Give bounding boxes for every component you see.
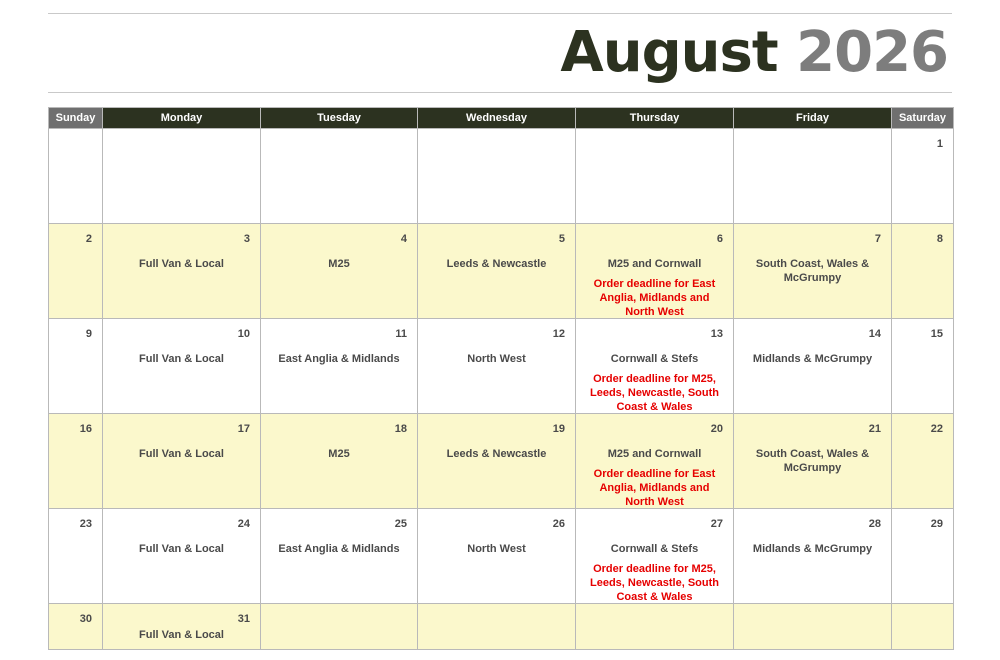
day-number: 5 xyxy=(558,233,565,245)
day-cell[interactable] xyxy=(576,414,734,509)
weekday-header: Thursday xyxy=(576,108,734,129)
day-number: 23 xyxy=(79,518,92,530)
delivery-route: M25 and Cornwall xyxy=(607,258,702,270)
delivery-route: Full Van & Local xyxy=(139,448,224,460)
day-cell[interactable] xyxy=(576,224,734,319)
delivery-route: Full Van & Local xyxy=(139,258,224,270)
day-number: 25 xyxy=(394,518,407,530)
day-cell[interactable] xyxy=(734,414,892,509)
day-cell[interactable] xyxy=(261,509,418,604)
day-number: 10 xyxy=(237,328,250,340)
day-number: 27 xyxy=(710,518,723,530)
day-number: 28 xyxy=(868,518,881,530)
day-number: 17 xyxy=(237,423,250,435)
day-cell[interactable] xyxy=(103,604,261,650)
week-row xyxy=(49,604,954,650)
order-deadline-note: Order deadline for M25, Leeds, Newcastle, South Coast & Wales xyxy=(590,373,719,413)
day-cell[interactable] xyxy=(103,414,261,509)
calendar-grid xyxy=(48,107,954,650)
day-cell[interactable] xyxy=(734,319,892,414)
week-row xyxy=(49,224,954,319)
delivery-route: Midlands & McGrumpy xyxy=(752,353,873,365)
day-number: 2 xyxy=(85,233,92,245)
day-cell[interactable] xyxy=(261,319,418,414)
order-deadline-note: Order deadline for East Anglia, Midlands and North West xyxy=(593,278,716,318)
week-row xyxy=(49,319,954,414)
delivery-route: Full Van & Local xyxy=(139,543,224,555)
bottom-divider xyxy=(48,92,952,93)
delivery-route: East Anglia & Midlands xyxy=(278,353,400,365)
day-cell[interactable] xyxy=(49,509,103,604)
day-cell[interactable] xyxy=(892,509,954,604)
empty-day-cell xyxy=(576,129,734,224)
week-row xyxy=(49,129,954,224)
empty-day-cell xyxy=(418,129,576,224)
day-cell[interactable] xyxy=(892,129,954,224)
delivery-route: South Coast, Wales & McGrumpy xyxy=(755,258,870,284)
day-cell[interactable] xyxy=(892,319,954,414)
delivery-route: Midlands & McGrumpy xyxy=(752,543,873,555)
day-cell[interactable] xyxy=(418,414,576,509)
delivery-route: Full Van & Local xyxy=(139,629,224,641)
day-cell[interactable] xyxy=(418,509,576,604)
day-cell[interactable] xyxy=(49,319,103,414)
week-row xyxy=(49,509,954,604)
empty-day-cell xyxy=(734,604,892,650)
empty-day-cell xyxy=(734,129,892,224)
delivery-route: North West xyxy=(467,543,526,555)
day-cell[interactable] xyxy=(49,224,103,319)
day-number: 21 xyxy=(868,423,881,435)
day-number: 4 xyxy=(400,233,407,245)
day-number: 22 xyxy=(930,423,943,435)
day-number: 24 xyxy=(237,518,250,530)
weekday-header: Friday xyxy=(734,108,892,129)
day-number: 30 xyxy=(79,613,92,625)
delivery-route: M25 xyxy=(328,258,350,270)
weekday-header: Tuesday xyxy=(261,108,418,129)
day-cell[interactable] xyxy=(103,509,261,604)
weekday-header-row xyxy=(49,108,954,129)
day-cell[interactable] xyxy=(261,414,418,509)
delivery-route: Leeds & Newcastle xyxy=(446,448,547,460)
day-cell[interactable] xyxy=(49,414,103,509)
day-cell[interactable] xyxy=(103,319,261,414)
day-cell[interactable] xyxy=(892,414,954,509)
delivery-route: Leeds & Newcastle xyxy=(446,258,547,270)
day-cell[interactable] xyxy=(576,509,734,604)
day-number: 18 xyxy=(394,423,407,435)
empty-day-cell xyxy=(103,129,261,224)
day-number: 13 xyxy=(710,328,723,340)
delivery-route: M25 and Cornwall xyxy=(607,448,702,460)
delivery-route: East Anglia & Midlands xyxy=(278,543,400,555)
day-number: 7 xyxy=(874,233,881,245)
weekday-header: Monday xyxy=(103,108,261,129)
day-number: 11 xyxy=(395,328,407,340)
day-cell[interactable] xyxy=(734,509,892,604)
empty-day-cell xyxy=(49,129,103,224)
week-row xyxy=(49,414,954,509)
day-number: 3 xyxy=(243,233,250,245)
top-divider xyxy=(48,13,952,14)
day-cell[interactable] xyxy=(892,224,954,319)
day-cell[interactable] xyxy=(261,224,418,319)
day-cell[interactable] xyxy=(49,604,103,650)
day-number: 9 xyxy=(85,328,92,340)
day-cell[interactable] xyxy=(576,319,734,414)
weekday-header: Sunday xyxy=(49,108,103,129)
empty-day-cell xyxy=(892,604,954,650)
empty-day-cell xyxy=(576,604,734,650)
delivery-route: South Coast, Wales & McGrumpy xyxy=(755,448,870,474)
day-number: 31 xyxy=(237,613,250,625)
day-cell[interactable] xyxy=(418,224,576,319)
weekday-header: Saturday xyxy=(892,108,954,129)
delivery-route: Cornwall & Stefs xyxy=(610,353,699,365)
order-deadline-note: Order deadline for M25, Leeds, Newcastle, South Coast & Wales xyxy=(590,563,719,603)
day-number: 20 xyxy=(710,423,723,435)
empty-day-cell xyxy=(261,604,418,650)
weekday-header: Wednesday xyxy=(418,108,576,129)
day-number: 16 xyxy=(79,423,92,435)
day-number: 12 xyxy=(552,328,565,340)
month-label: August xyxy=(560,20,778,85)
day-cell[interactable] xyxy=(418,319,576,414)
empty-day-cell xyxy=(261,129,418,224)
day-number: 8 xyxy=(936,233,943,245)
day-number: 15 xyxy=(930,328,943,340)
day-cell[interactable] xyxy=(103,224,261,319)
year-label: 2026 xyxy=(796,20,948,85)
delivery-route: Cornwall & Stefs xyxy=(610,543,699,555)
empty-day-cell xyxy=(418,604,576,650)
day-number: 29 xyxy=(930,518,943,530)
day-number: 1 xyxy=(936,138,943,150)
order-deadline-note: Order deadline for East Anglia, Midlands and North West xyxy=(593,468,716,508)
day-number: 6 xyxy=(716,233,723,245)
day-number: 19 xyxy=(552,423,565,435)
delivery-route: North West xyxy=(467,353,526,365)
delivery-route: Full Van & Local xyxy=(139,353,224,365)
day-number: 14 xyxy=(868,328,881,340)
delivery-route: M25 xyxy=(328,448,350,460)
calendar-title xyxy=(560,18,948,88)
day-cell[interactable] xyxy=(734,224,892,319)
day-number: 26 xyxy=(552,518,565,530)
